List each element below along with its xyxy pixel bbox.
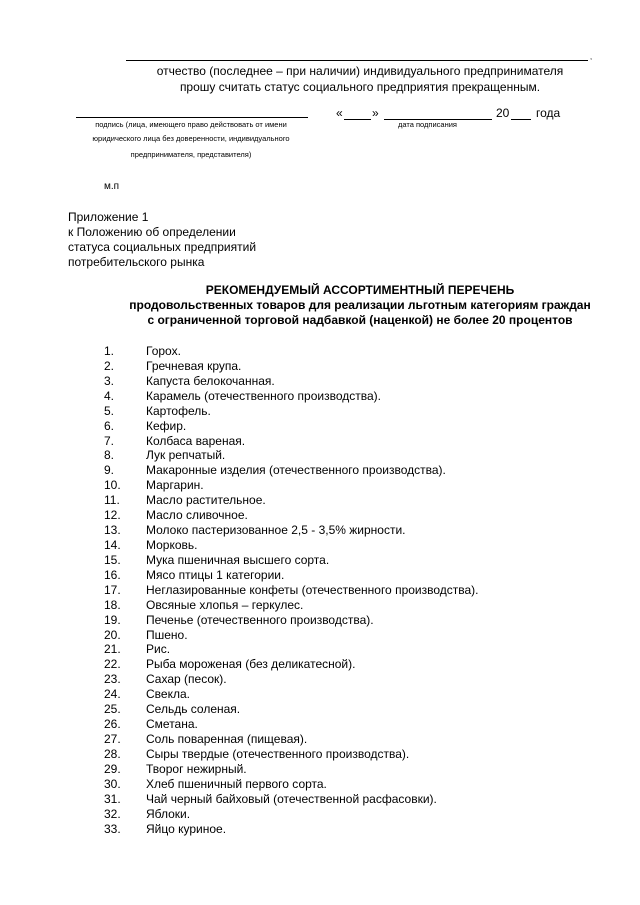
list-item-text: Яйцо куриное.: [146, 821, 227, 836]
list-item-number: 29.: [104, 761, 121, 776]
header-line-1: отчество (последнее – при наличии) индивидуального предпринимателя: [156, 64, 564, 78]
list-item-number: 32.: [104, 806, 121, 821]
list-item-text: Морковь.: [146, 537, 198, 552]
list-item-number: 6.: [104, 418, 115, 433]
date-year-suffix: года: [536, 106, 561, 120]
list-item-number: 7.: [104, 433, 115, 448]
list-item-text: Колбаса вареная.: [146, 433, 246, 448]
document-subtitle-2: с ограниченной торговой надбавкой (наценкой) не более 20 процентов: [147, 313, 573, 327]
list-item-text: Соль поваренная (пищевая).: [146, 731, 308, 746]
date-day-line: [344, 119, 371, 120]
list-item-number: 17.: [104, 582, 121, 597]
name-underline: [126, 60, 588, 61]
list-item-number: 18.: [104, 597, 121, 612]
list-item-text: Сыры твердые (отечественного производства).: [146, 746, 410, 761]
list-item-text: Капуста белокочанная.: [146, 373, 275, 388]
list-item-text: Сметана.: [146, 717, 198, 732]
list-item-number: 33.: [104, 821, 121, 836]
list-item-number: 11.: [104, 493, 120, 508]
date-year-line: [511, 119, 531, 120]
seal-label: м.п: [104, 181, 120, 192]
list-item-text: Сахар (песок).: [146, 672, 227, 687]
list-item-number: 19.: [104, 612, 121, 627]
list-item-number: 21.: [104, 642, 121, 657]
list-item-number: 25.: [104, 702, 121, 717]
list-item-text: Макаронные изделия (отечественного производства).: [146, 463, 446, 478]
header-comma: ,: [590, 52, 593, 61]
document-title: РЕКОМЕНДУЕМЫЙ АССОРТИМЕНТНЫЙ ПЕРЕЧЕНЬ: [205, 283, 515, 297]
document-subtitle-1: продовольственных товаров для реализации льготным категориям граждан: [129, 298, 591, 312]
list-item-text: Овсяные хлопья – геркулес.: [146, 597, 304, 612]
list-item-text: Горох.: [146, 344, 181, 358]
list-item-text: Рис.: [146, 642, 171, 657]
list-item-number: 30.: [104, 776, 121, 791]
list-item-text: Мука пшеничная высшего сорта.: [146, 552, 330, 567]
list-item-text: Молоко пастеризованное 2,5 - 3,5% жирности.: [146, 523, 406, 538]
signature-caption-1: подпись (лица, имеющего право действовать от имени: [95, 120, 287, 129]
list-item-text: Пшено.: [146, 627, 188, 642]
list-item-text: Сельдь соленая.: [146, 702, 241, 717]
list-item-text: Масло растительное.: [146, 493, 266, 508]
list-item-number: 14.: [104, 537, 121, 552]
list-item-number: 3.: [104, 373, 115, 388]
signature-caption-3: предпринимателя, представителя): [130, 150, 252, 159]
list-item-number: 9.: [104, 463, 115, 478]
list-item-text: Лук репчатый.: [146, 448, 226, 463]
list-item-number: 26.: [104, 717, 121, 732]
list-item-text: Яблоки.: [146, 806, 191, 821]
list-item-number: 10.: [104, 478, 121, 493]
list-item-text: Маргарин.: [146, 478, 204, 493]
list-item-text: Хлеб пшеничный первого сорта.: [146, 776, 327, 791]
list-item-number: 1.: [104, 344, 115, 358]
header-line-2: прошу считать статус социального предприятия прекращенным.: [179, 80, 541, 94]
list-item-number: 28.: [104, 746, 121, 761]
list-item-number: 15.: [104, 552, 121, 567]
list-item-text: Мясо птицы 1 категории.: [146, 567, 285, 582]
list-item-number: 31.: [104, 791, 121, 806]
list-item-number: 13.: [104, 523, 121, 538]
list-item-text: Картофель.: [146, 403, 211, 418]
list-item-number: 16.: [104, 567, 121, 582]
list-item-number: 2.: [104, 358, 115, 373]
list-item-number: 23.: [104, 672, 121, 687]
list-item-number: 5.: [104, 403, 115, 418]
list-item-text: Неглазированные конфеты (отечественного производства).: [146, 582, 479, 597]
list-item-number: 27.: [104, 731, 121, 746]
list-item-text: Кефир.: [146, 418, 187, 433]
list-item-number: 12.: [104, 508, 121, 523]
appendix-line-4: потребительского рынка: [68, 255, 205, 269]
list-item-text: Карамель (отечественного производства).: [146, 388, 381, 403]
date-close-quote: »: [372, 106, 379, 120]
date-open-quote: «: [336, 106, 343, 120]
list-item-text: Творог нежирный.: [146, 761, 247, 776]
list-item-number: 4.: [104, 388, 115, 403]
list-item-text: Свекла.: [146, 687, 190, 702]
list-item-text: Чай черный байховый (отечественной расфасовки).: [146, 791, 437, 806]
list-item-text: Гречневая крупа.: [146, 358, 242, 373]
appendix-line-2: к Положению об определении: [68, 225, 236, 239]
signature-underline: [76, 117, 308, 118]
list-item-number: 20.: [104, 627, 121, 642]
list-item-number: 22.: [104, 657, 121, 672]
appendix-line-3: статуса социальных предприятий: [68, 240, 257, 254]
list-item-text: Масло сливочное.: [146, 508, 248, 523]
list-item-text: Печенье (отечественного производства).: [146, 612, 374, 627]
list-item-number: 24.: [104, 687, 121, 702]
date-caption: дата подписания: [398, 120, 457, 129]
list-item-number: 8.: [104, 448, 115, 463]
date-year-prefix: 20: [496, 106, 510, 120]
list-item-text: Рыба мороженая (без деликатесной).: [146, 657, 356, 672]
signature-caption-2: юридического лица без доверенности, индивидуального: [92, 134, 290, 143]
appendix-line-1: Приложение 1: [68, 210, 149, 224]
